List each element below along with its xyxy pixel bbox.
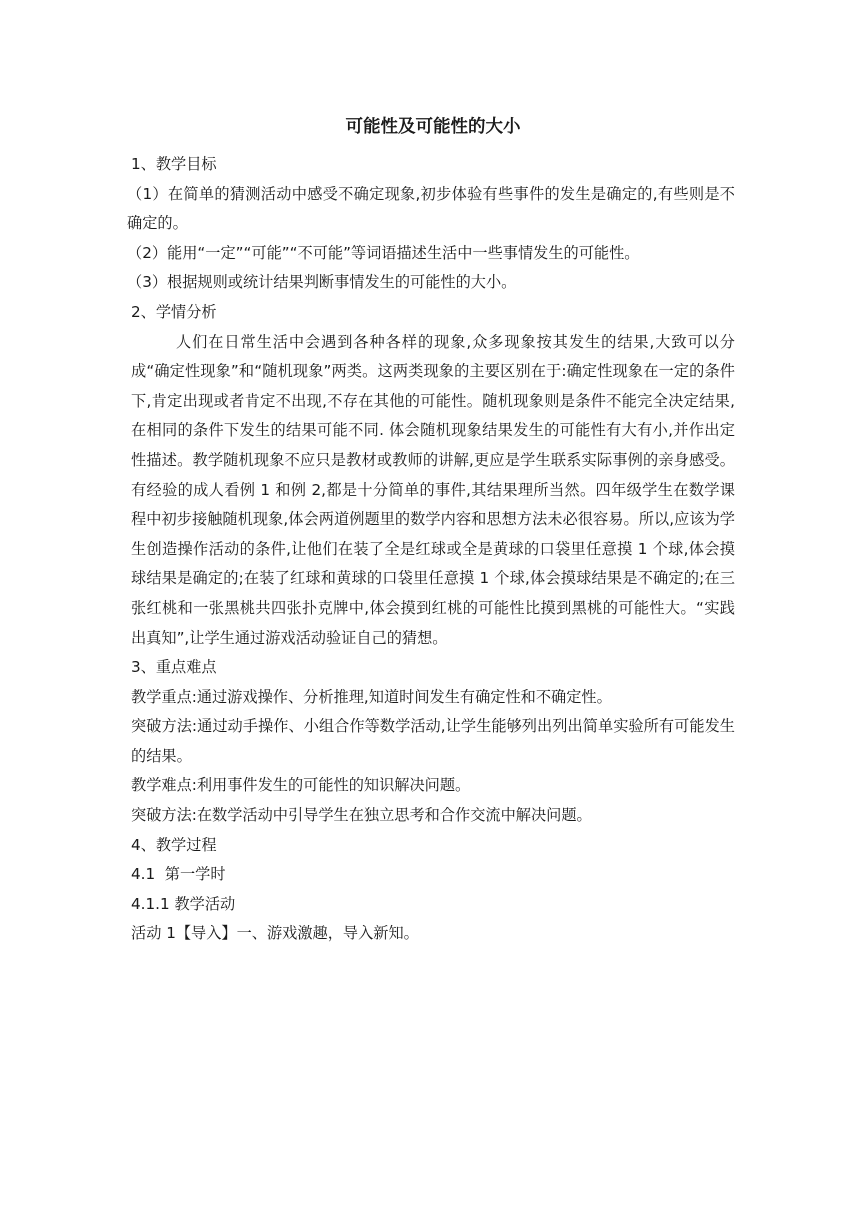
subsection-teaching-activity: 4.1.1 教学活动 — [131, 894, 236, 913]
key-point-method: 突破方法:通过动手操作、小组合作等数学活动,让学生能够列出列出简单实验所有可能发生的结果。 — [131, 717, 735, 765]
key-point-text: 教学重点:通过游戏操作、分析推理,知道时间发生有确定性和不确定性。 — [131, 687, 612, 706]
objective-item-1: （1）在简单的猜测活动中感受不确定现象,初步体验有些事件的发生是确定的,有些则是不确定的。 — [127, 184, 735, 233]
difficulty-method: 突破方法:在数学活动中引导学生在独立思考和合作交流中解决问题。 — [131, 806, 592, 825]
analysis-paragraph: 人们在日常生活中会遇到各种各样的现象,众多现象按其发生的结果,大致可以分成“确定性现象”和“随机现象”两类。这两类现象的主要区别在于:确定性现象在一定的条件下,肯定出现或者肯定不出现,不存在其他的可能性。随机现象则是条件不能完全决定结果,在相同的条件下发生的结果可能不同. 体会随机现象结果发生的可能性有大有小,并作出定性描述。教学随机现象不应只是教材或教师的讲解,更应是学生联系实际事例的亲身感受。有经验的成人看例 1 和例 2,都是十分简单的事件,其结果理所当然。四年级学生在数学课程中初步接触随机现象,体会两道例题里的数学内容和思想方法未必很容易。所以,应该为学生创造操作活动的条件,让他们在装了全是红球或全是黄球的口袋里任意摸 1 个球,体会摸球结果是确定的;在装了红球和黄球的口袋里任意摸 1 个球,体会摸球结果是不确定的;在三张红桃和一张黑桃共四张扑克牌中,体会摸到红桃的可能性比摸到黑桃的可能性大。“实践出真知”,让学生通过游戏活动验证自己的猜想。 — [131, 332, 735, 647]
subsection-lesson-1: 4.1 第一学时 — [131, 865, 226, 884]
document-content — [127, 112, 735, 949]
document-title: 可能性及可能性的大小 — [345, 117, 521, 137]
section-heading-analysis: 2、学情分析 — [131, 302, 217, 321]
section-heading-process: 4、教学过程 — [131, 835, 217, 854]
section-heading-key-points: 3、重点难点 — [131, 658, 217, 677]
activity-1-intro: 活动 1【导入】一、游戏激趣，导入新知。 — [131, 924, 419, 943]
objective-item-2: （2）能用“一定”“可能”“不可能”等词语描述生活中一些事情发生的可能性。 — [127, 243, 640, 262]
difficulty-text: 教学难点:利用事件发生的可能性的知识解决问题。 — [131, 776, 471, 795]
objective-item-3: （3）根据规则或统计结果判断事情发生的可能性的大小。 — [127, 273, 517, 292]
section-heading-objectives: 1、教学目标 — [131, 155, 217, 173]
